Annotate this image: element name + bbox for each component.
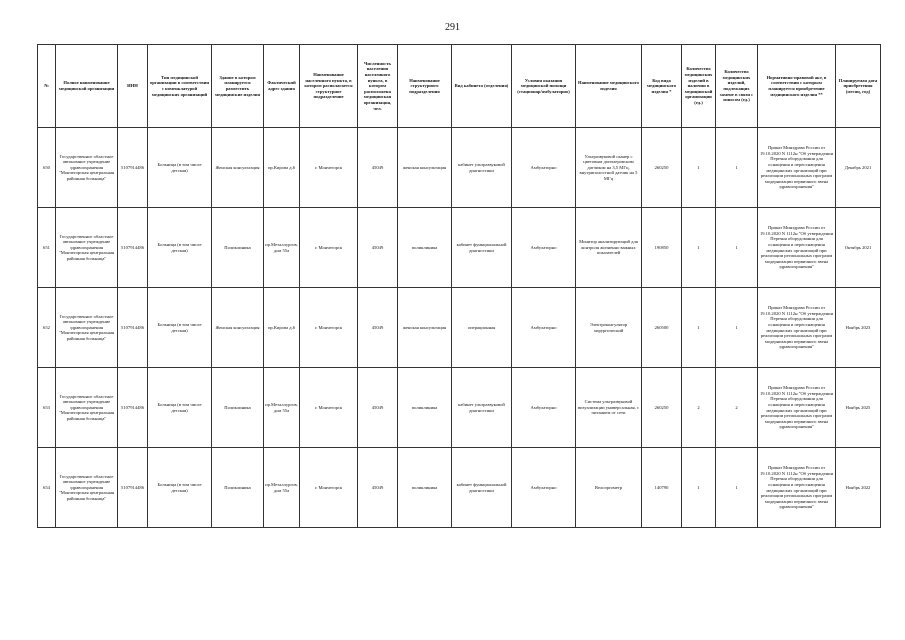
header-cell: Условия оказания медицинской помощи (стационар/амбулаторно) [512, 45, 576, 128]
building-cell: Поликлиника [212, 448, 264, 528]
building-cell: Женская консультация [212, 288, 264, 368]
device-code-cell: 140790 [642, 448, 682, 528]
header-cell: Полное наименование медицинской организации [56, 45, 118, 128]
address-cell: пр.Металлургов, дом 55а [264, 208, 300, 288]
header-cell: Тип медицинской организации в соответствии с номенклатурой медицинских организаций [148, 45, 212, 128]
legal-act-cell: Приказ Минздрава России от 19.10.2020 N 1112н "Об утверждении Перечня оборудования для оснащения и переоснащения медицинских организаций при реализации региональных программ модернизации первичного звена здравоохранения" [758, 288, 836, 368]
device-cell: Ультразвуковой сканер с цветовым допплеровским датчиком на 3,5 МГц, внутриполостной датчик на 5 МГц [576, 128, 642, 208]
header-cell: Планируемая дата приобретения (месяц, год) [836, 45, 881, 128]
org-type-cell: Больница (в том числе детская) [148, 368, 212, 448]
legal-act-cell: Приказ Минздрава России от 19.10.2020 N 1112н "Об утверждении Перечня оборудования для оснащения и переоснащения медицинских организаций при реализации региональных программ модернизации первичного звена здравоохранения" [758, 368, 836, 448]
purchase-date-cell: Октябрь 2021 [836, 208, 881, 288]
qty-replace-cell: 1 [716, 128, 758, 208]
address-cell: пр.Металлургов, дом 55а [264, 368, 300, 448]
conditions-cell: Амбулаторно [512, 288, 576, 368]
header-cell: Численность населения населенного пункта, в котором расположена медицинская организация, чел. [358, 45, 398, 128]
org-name-cell: Государственное областное автономное учреждение здравоохранения "Мончегорская центральная районная больница" [56, 288, 118, 368]
page-number: 291 [445, 22, 460, 33]
unit-cell: поликлиника [398, 368, 452, 448]
building-cell: Поликлиника [212, 368, 264, 448]
inn-cell: 5107914486 [118, 368, 148, 448]
org-type-cell: Больница (в том числе детская) [148, 128, 212, 208]
conditions-cell: Амбулаторно [512, 448, 576, 528]
table-row [38, 448, 881, 528]
qty-replace-cell: 1 [716, 448, 758, 528]
qty-replace-cell: 1 [716, 208, 758, 288]
header-cell: Фактический адрес здания [264, 45, 300, 128]
header-cell: Нормативно-правовой акт, в соответствии с которым планируется приобретение медицинского изделия ** [758, 45, 836, 128]
unit-cell: поликлиника [398, 208, 452, 288]
row-number: 651 [38, 208, 56, 288]
device-code-cell: 260250 [642, 368, 682, 448]
inn-cell: 5107914486 [118, 208, 148, 288]
purchase-date-cell: Ноябрь 2023 [836, 288, 881, 368]
qty-have-cell: 1 [682, 288, 716, 368]
header-cell: Наименование населенного пункта, в котором располагается структурное подразделение [300, 45, 358, 128]
qty-have-cell: 1 [682, 208, 716, 288]
legal-act-cell: Приказ Минздрава России от 19.10.2020 N 1112н "Об утверждении Перечня оборудования для оснащения и переоснащения медицинских организаций при реализации региональных программ модернизации первичного звена здравоохранения" [758, 448, 836, 528]
row-number: 652 [38, 288, 56, 368]
purchase-date-cell: Ноябрь 2022 [836, 448, 881, 528]
header-cell: Вид кабинета (отделения) [452, 45, 512, 128]
unit-cell: поликлиника [398, 448, 452, 528]
conditions-cell: Амбулаторно [512, 208, 576, 288]
row-number: 653 [38, 368, 56, 448]
device-cell: Электрокоагулятор хирургический [576, 288, 642, 368]
device-cell: Монитор анализирующий для контроля жизненно важных показателей [576, 208, 642, 288]
population-cell: 45049 [358, 128, 398, 208]
table-row [38, 288, 881, 368]
room-cell: операционная [452, 288, 512, 368]
conditions-cell: Амбулаторно [512, 128, 576, 208]
header-cell: Наименование медицинского изделия [576, 45, 642, 128]
building-cell: Поликлиника [212, 208, 264, 288]
table-row [38, 128, 881, 208]
legal-act-cell: Приказ Минздрава России от 19.10.2020 N 1112н "Об утверждении Перечня оборудования для оснащения и переоснащения медицинских организаций при реализации региональных программ модернизации первичного звена здравоохранения" [758, 128, 836, 208]
qty-have-cell: 1 [682, 448, 716, 528]
device-code-cell: 260250 [642, 128, 682, 208]
address-cell: пр.Кирова д.6 [264, 288, 300, 368]
header-cell: Количество медицинских изделий в наличии в медицинской организации (ед.) [682, 45, 716, 128]
room-cell: кабинет функциональной диагностики [452, 208, 512, 288]
device-cell: Велоэргометр [576, 448, 642, 528]
unit-cell: женская консультация [398, 288, 452, 368]
address-cell: пр.Металлургов, дом 55а [264, 448, 300, 528]
legal-act-cell: Приказ Минздрава России от 19.10.2020 N 1112н "Об утверждении Перечня оборудования для оснащения и переоснащения медицинских организаций при реализации региональных программ модернизации первичного звена здравоохранения" [758, 208, 836, 288]
header-cell: Код вида медицинского изделия * [642, 45, 682, 128]
equipment-table [37, 44, 881, 528]
device-code-cell: 190850 [642, 208, 682, 288]
table-row [38, 208, 881, 288]
inn-cell: 5107914486 [118, 448, 148, 528]
room-cell: кабинет ультразвуковой диагностики [452, 128, 512, 208]
org-name-cell: Государственное областное автономное учреждение здравоохранения "Мончегорская центральная районная больница" [56, 128, 118, 208]
qty-have-cell: 2 [682, 368, 716, 448]
qty-have-cell: 1 [682, 128, 716, 208]
population-cell: 45049 [358, 448, 398, 528]
header-row [38, 45, 881, 128]
header-cell: ИНН [118, 45, 148, 128]
unit-cell: женская консультация [398, 128, 452, 208]
header-cell: Здание в котором планируется разместить медицинские изделия [212, 45, 264, 128]
population-cell: 45049 [358, 288, 398, 368]
population-cell: 45049 [358, 208, 398, 288]
address-cell: пр.Кирова д.6 [264, 128, 300, 208]
org-type-cell: Больница (в том числе детская) [148, 208, 212, 288]
locality-cell: г. Мончегорск [300, 288, 358, 368]
org-name-cell: Государственное областное автономное учреждение здравоохранения "Мончегорская центральная районная больница" [56, 208, 118, 288]
locality-cell: г. Мончегорск [300, 128, 358, 208]
header-cell: № [38, 45, 56, 128]
locality-cell: г. Мончегорск [300, 368, 358, 448]
purchase-date-cell: Декабрь 2021 [836, 128, 881, 208]
qty-replace-cell: 1 [716, 288, 758, 368]
header-cell: Количество медицинских изделий, подлежащих замене в связи с износом (ед.) [716, 45, 758, 128]
building-cell: Женская консультация [212, 128, 264, 208]
row-number: 650 [38, 128, 56, 208]
population-cell: 45049 [358, 368, 398, 448]
room-cell: кабинет функциональной диагностики [452, 448, 512, 528]
row-number: 654 [38, 448, 56, 528]
org-name-cell: Государственное областное автономное учреждение здравоохранения "Мончегорская центральная районная больница" [56, 368, 118, 448]
org-name-cell: Государственное областное автономное учреждение здравоохранения "Мончегорская центральная районная больница" [56, 448, 118, 528]
device-cell: Система ультразвуковой визуализации универсальная, с питанием от сети [576, 368, 642, 448]
purchase-date-cell: Ноябрь 2025 [836, 368, 881, 448]
org-type-cell: Больница (в том числе детская) [148, 288, 212, 368]
header-cell: Наименование структурного подразделения [398, 45, 452, 128]
device-code-cell: 260500 [642, 288, 682, 368]
conditions-cell: Амбулаторно [512, 368, 576, 448]
inn-cell: 5107914486 [118, 128, 148, 208]
org-type-cell: Больница (в том числе детская) [148, 448, 212, 528]
qty-replace-cell: 2 [716, 368, 758, 448]
room-cell: кабинет ультразвуковой диагностики [452, 368, 512, 448]
locality-cell: г. Мончегорск [300, 208, 358, 288]
locality-cell: г. Мончегорск [300, 448, 358, 528]
table-row [38, 368, 881, 448]
inn-cell: 5107914486 [118, 288, 148, 368]
